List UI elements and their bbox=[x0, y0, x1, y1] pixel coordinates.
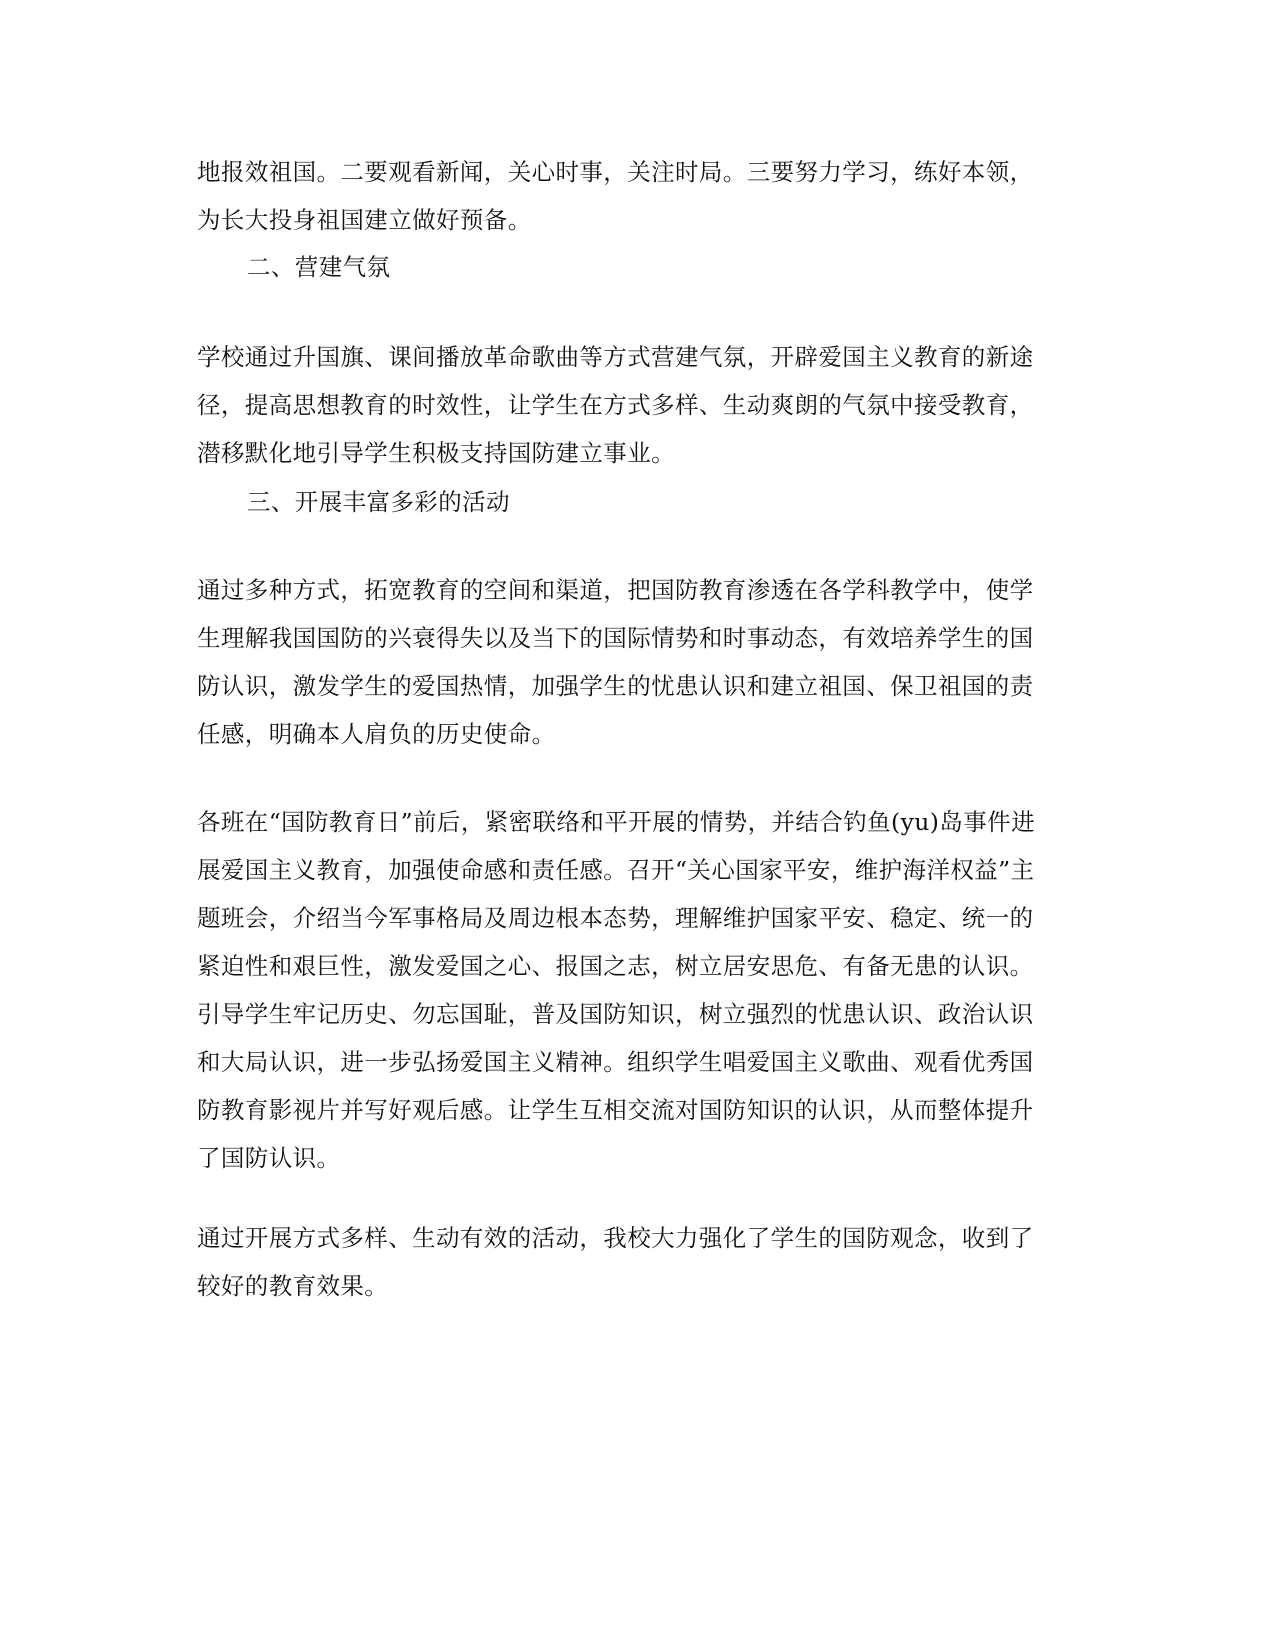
text-line: 较好的教育效果。 bbox=[197, 1272, 389, 1300]
text-line: 防认识，激发学生的爱国热情，加强学生的忧患认识和建立祖国、保卫祖国的责 bbox=[197, 672, 1034, 700]
text-line: 展爱国主义教育，加强使命感和责任感。召开“关心国家平安，维护海洋权益”主 bbox=[197, 856, 1035, 884]
paragraph-class-activities bbox=[197, 798, 1077, 1182]
text-line: 防教育影视片并写好观后感。让学生互相交流对国防知识的认识，从而整体提升 bbox=[197, 1096, 1034, 1124]
text-line: 通过多种方式，拓宽教育的空间和渠道，把国防教育渗透在各学科教学中，使学 bbox=[197, 576, 1034, 604]
paragraph-methods bbox=[197, 566, 1077, 758]
text-line: 径，提高思想教育的时效性，让学生在方式多样、生动爽朗的气氛中接受教育， bbox=[197, 391, 1034, 419]
text-line: 为长大投身祖国建立做好预备。 bbox=[197, 206, 532, 234]
text-line: 紧迫性和艰巨性，激发爱国之心、报国之志，树立居安思危、有备无患的认识。 bbox=[197, 952, 1034, 980]
text-line: 任感，明确本人肩负的历史使命。 bbox=[197, 720, 556, 748]
text-line: 和大局认识，进一步弘扬爱国主义精神。组织学生唱爱国主义歌曲、观看优秀国 bbox=[197, 1048, 1034, 1076]
text-line: 地报效祖国。二要观看新闻，关心时事，关注时局。三要努力学习，练好本领， bbox=[197, 158, 1034, 186]
paragraph-conclusion bbox=[197, 1214, 1077, 1310]
section-heading-3: 三、开展丰富多彩的活动 bbox=[247, 488, 510, 516]
text-line: 生理解我国国防的兴衰得失以及当下的国际情势和时事动态，有效培养学生的国 bbox=[197, 624, 1034, 652]
text-line: 题班会，介绍当今军事格局及周边根本态势，理解维护国家平安、稳定、统一的 bbox=[197, 904, 1034, 932]
text-line: 潜移默化地引导学生积极支持国防建立事业。 bbox=[197, 439, 675, 467]
paragraph-intro bbox=[197, 148, 1077, 244]
text-line: 通过开展方式多样、生动有效的活动，我校大力强化了学生的国防观念，收到了 bbox=[197, 1224, 1034, 1252]
text-line: 各班在“国防教育日”前后，紧密联络和平开展的情势，并结合钓鱼(yu)岛事件进 bbox=[197, 808, 1035, 836]
text-line: 了国防认识。 bbox=[197, 1144, 341, 1172]
text-line: 学校通过升国旗、课间播放革命歌曲等方式营建气氛，开辟爱国主义教育的新途 bbox=[197, 343, 1034, 371]
section-heading-2: 二、营建气氛 bbox=[247, 253, 391, 281]
text-line: 引导学生牢记历史、勿忘国耻，普及国防知识，树立强烈的忧患认识、政治认识 bbox=[197, 1000, 1034, 1028]
paragraph-atmosphere bbox=[197, 333, 1077, 477]
